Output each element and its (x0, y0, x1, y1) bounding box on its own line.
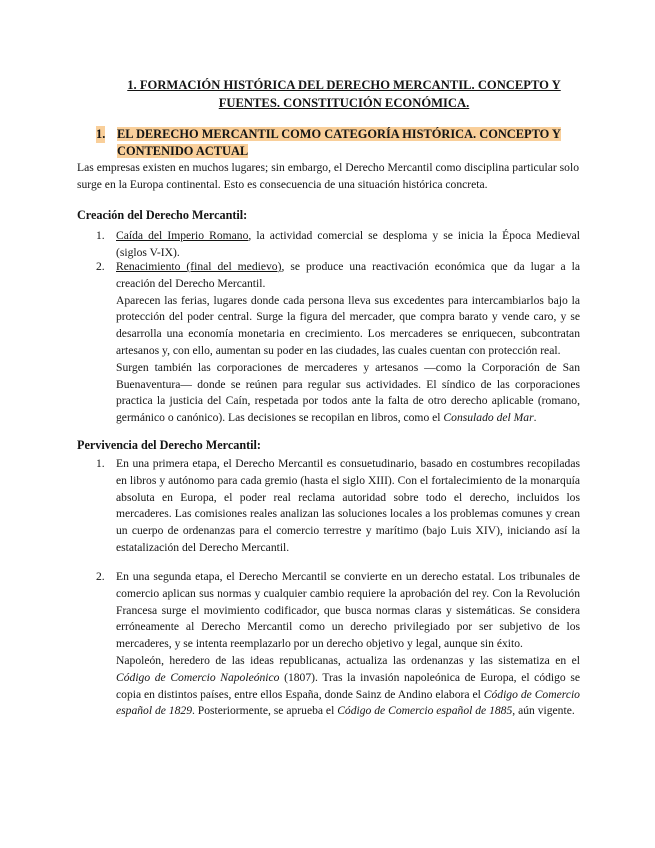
italic-title: Consulado del Mar (443, 411, 534, 425)
section-heading (77, 126, 579, 159)
title-line-2: FUENTES. CONSTITUCIÓN ECONÓMICA. (218, 96, 470, 110)
italic-title: Código de Comercio español de 1885 (337, 704, 513, 718)
paragraph: En una primera etapa, el Derecho Mercantil es consuetudinario, basado en costumbres recopiladas en libros y autónomo para cada gremio (hasta el siglo XIII). Con el fortalecimiento de la monarquía absoluta en Europa, el poder real reclama autoridad sobre todo el derecho, incluidos los mercaderes. Las comisiones reales analizan las soluciones locales a los problemas comunes y crean un cuerpo de ordenanzas para el comercio terrestre y marítimo (bajo Luis XIV), iniciando así la estatalización del Derecho Mercantil. (116, 457, 580, 554)
list-item-number: 1. (96, 457, 105, 470)
title-line-1: 1. FORMACIÓN HISTÓRICA DEL DERECHO MERCANTIL. CONCEPTO Y (127, 78, 561, 92)
pervivencia-heading: Pervivencia del Derecho Mercantil: (77, 438, 261, 452)
list-item: 2. Renacimiento (final del medievo), se produce una reactivación económica que da lugar a la creación del Derecho Mercantil. Aparecen las ferias, lugares donde cada persona lleva sus excedentes para intercambiarlos bajo la protección del poder central. Surge la figura del mercader, que compra barato y vende caro, y se desarrolla una economía monetaria en crecimiento. Los mercaderes se enriquecen, subcontratan artesanos y, con ello, aumentan su poder en las ciudades, las cuales cuentan con protección real. Surgen también las corporaciones de mercaderes y artesanos —como la Corporación de San Buenaventura— donde se reúnen para regular sus actividades. El síndico de las corporaciones practica la justicia del Caín, respetada por todos ante la falta de otro derecho aplicable (romano, germánico o canónico). Las decisiones se recopilan en libros, como el Consulado del Mar. (96, 259, 580, 427)
paragraph: En una segunda etapa, el Derecho Mercantil se convierte en un derecho estatal. Los tribunales de comercio aplican sus normas y cualquier cambio requiere la aprobación del rey. Con la Revolución Francesa surge el movimiento codificador, que busca normas claras y sistemáticas. Se considera erróneamente al Derecho Mercantil como un derecho privilegiado por ser subjetivo de los mercaderes, y se intenta reemplazarlo por un derecho objetivo y legal, aunque sin éxito. (116, 570, 580, 651)
section-number: 1. (96, 127, 106, 141)
paragraph: Napoleón, heredero de las ideas republicanas, actualiza las ordenanzas y las sistematiza en el Código de Comercio Napoleónico (1807). Tras la invasión napoleónica de Europa, el código se copia en distintos países, entre ellos España, donde Sainz de Andino elabora el Código de Comercio español de 1829. Posteriormente, se aprueba el Código de Comercio español de 1885, aún vigente. (116, 653, 580, 718)
underlined-term: Renacimiento (final del medievo) (116, 260, 282, 273)
list-item-number: 2. (96, 260, 105, 273)
intro-paragraph: Las empresas existen en muchos lugares; sin embargo, el Derecho Mercantil como disciplina particular solo surge en la Europa continental. Esto es consecuencia de una situación histórica concreta. (77, 161, 579, 191)
italic-title: Código de Comercio Napoleónico (116, 670, 280, 684)
italic-title: Código de Comercio español de 1829 (116, 687, 580, 718)
document-title (110, 76, 578, 112)
section-title-line-1: EL DERECHO MERCANTIL COMO CATEGORÍA HISTÓRICA. CONCEPTO Y (117, 127, 561, 141)
paragraph: Aparecen las ferias, lugares donde cada persona lleva sus excedentes para intercambiarlos bajo la protección del poder central. Surge la figura del mercader, que compra barato y vende caro, y se desarrolla una economía monetaria en crecimiento. Los mercaderes se enriquecen, subcontratan artesanos y, con ello, aumentan su poder en las ciudades, las cuales cuentan con protección real. (116, 293, 580, 357)
list-item-number: 1. (96, 229, 105, 242)
list-item-number: 2. (96, 570, 105, 583)
section-title-line-2: CONTENIDO ACTUAL (117, 143, 249, 158)
list-item (96, 569, 580, 720)
paragraph: Surgen también las corporaciones de mercaderes y artesanos —como la Corporación de San Buenaventura— donde se reúnen para regular sus actividades. El síndico de las corporaciones practica la justicia del Caín, respetada por todos ante la falta de otro derecho aplicable (romano, germánico o canónico). Las decisiones se recopilan en libros, como el Consulado del Mar. (116, 360, 580, 425)
underlined-term: Caída del Imperio Romano (116, 229, 249, 242)
creacion-heading: Creación del Derecho Mercantil: (77, 208, 248, 222)
list-item: 1. Caída del Imperio Romano, la actividad comercial se desploma y se inicia la Época Medieval (siglos V-IX). (96, 229, 581, 259)
list-item (96, 456, 580, 557)
